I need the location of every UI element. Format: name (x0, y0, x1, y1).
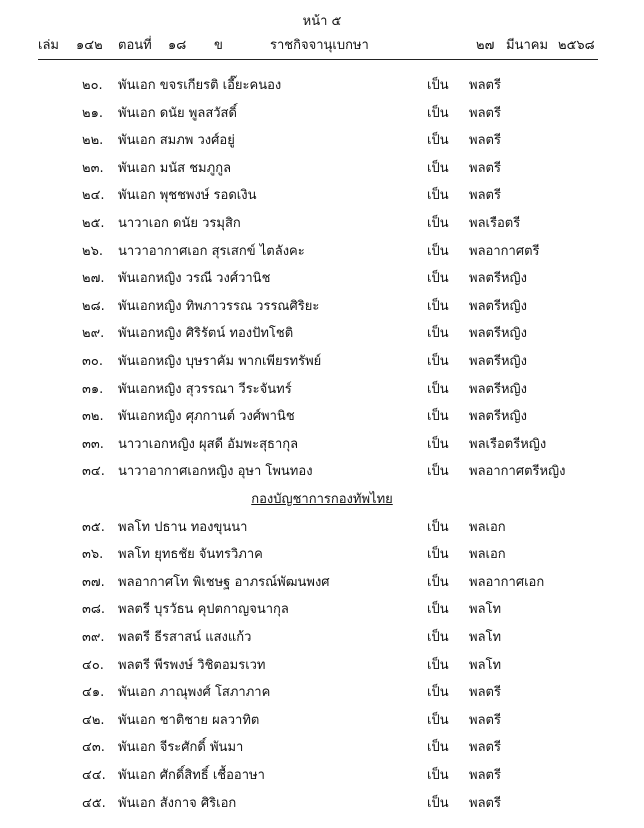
entry-name: พันเอกหญิง ศิริรัตน์ ทองปัทโชติ (118, 326, 294, 342)
entry-rank: พลตรี (469, 795, 501, 811)
list-item (0, 74, 644, 98)
entry-num: ๓๔. (82, 464, 105, 480)
page-number: หน้า ๕ (302, 14, 342, 29)
entry-name: นาวาเอก ดนัย วรมุสิก (118, 216, 241, 231)
entry-name: พันเอก ชาติชาย ผลวาทิต (118, 712, 260, 728)
issue-number: ๑๘ (168, 38, 187, 53)
entry-becomes: เป็น (427, 519, 449, 535)
entry-rank: พลตรีหญิง (469, 381, 527, 397)
entry-name: นาวาเอกหญิง ผุสดี อัมพะสุธากุล (118, 436, 299, 452)
entry-becomes: เป็น (427, 298, 449, 314)
entry-rank: พลอากาศเอก (469, 574, 545, 590)
entry-rank: พลโท (469, 602, 502, 618)
entry-name: พันเอก พุชชพงษ์ รอดเงิน (118, 188, 257, 204)
entry-becomes: เป็น (427, 243, 449, 259)
entry-becomes: เป็น (427, 574, 449, 590)
entry-becomes: เป็น (427, 216, 449, 231)
entry-rank: พลตรีหญิง (469, 298, 527, 314)
entry-name: พลโท ยุทธชัย จันทรวิภาค (118, 547, 263, 563)
publication-name: ราชกิจจานุเบกษา (270, 38, 369, 53)
entry-rank: พลเอก (469, 547, 506, 563)
entry-rank: พลเรือตรี (469, 216, 521, 231)
list-item (0, 598, 644, 622)
entry-becomes: เป็น (427, 795, 449, 811)
entry-becomes: เป็น (427, 436, 449, 452)
list-item (0, 378, 644, 402)
entry-num: ๔๕. (82, 795, 106, 811)
section-heading (0, 488, 644, 509)
list-item (0, 516, 644, 540)
entry-becomes: เป็น (427, 685, 449, 701)
list-item (0, 681, 644, 705)
entry-rank: พลตรีหญิง (469, 409, 527, 425)
entry-name: พลอากาศโท พิเชษฐ อาภรณ์พัฒนพงศ (118, 574, 330, 590)
entry-name: พลตรี ธีรสาสน์ แสงแก้ว (118, 630, 252, 645)
entry-rank: พลตรี (469, 78, 501, 93)
list-item (0, 350, 644, 374)
entry-rank: พลอากาศตรีหญิง (469, 464, 566, 480)
entry-becomes: เป็น (427, 630, 449, 645)
entry-num: ๓๓. (82, 436, 104, 452)
list-item (0, 322, 644, 346)
entry-num: ๔๓. (82, 740, 105, 756)
entry-rank: พลตรี (469, 188, 501, 204)
entry-becomes: เป็น (427, 105, 449, 121)
entry-becomes: เป็น (427, 657, 449, 673)
entry-becomes: เป็น (427, 547, 449, 563)
date-day: ๒๗ (476, 38, 495, 53)
entry-rank: พลตรี (469, 105, 501, 121)
entry-name: พันเอก ศักดิ์สิทธิ์ เชื้ออาษา (118, 768, 265, 783)
list-item (0, 736, 644, 760)
date-month: มีนาคม (506, 38, 549, 53)
list-item (0, 543, 644, 567)
entry-name: พันเอก สมภพ วงศ์อยู่ (118, 133, 235, 149)
entry-name: นาวาอากาศเอกหญิง อุษา โพนทอง (118, 464, 313, 480)
entry-num: ๓๗. (82, 574, 105, 590)
entry-becomes: เป็น (427, 740, 449, 756)
entry-name: พันเอกหญิง สุวรรณา วีระจันทร์ (118, 381, 292, 397)
list-item (0, 405, 644, 429)
list-item (0, 212, 644, 236)
volume-number: ๑๔๒ (76, 38, 103, 53)
entry-num: ๓๑. (82, 381, 104, 397)
entry-becomes: เป็น (427, 602, 449, 618)
list-item (0, 433, 644, 457)
entry-num: ๓๕. (82, 519, 105, 535)
entry-rank: พลตรี (469, 160, 501, 176)
entry-rank: พลตรี (469, 685, 501, 701)
list-item (0, 157, 644, 181)
entry-name: พันเอก ภาณุพงศ์ โสภาภาค (118, 685, 271, 701)
list-item (0, 571, 644, 595)
issue-label: ตอนที่ (118, 38, 152, 53)
entry-becomes: เป็น (427, 271, 449, 287)
list-item (0, 267, 644, 291)
list-item (0, 626, 644, 650)
entry-rank: พลตรี (469, 768, 501, 783)
entry-name: พันเอกหญิง บุษราคัม พากเพียรทรัพย์ (118, 354, 322, 369)
section-heading-text: กองบัญชาการกองทัพไทย (251, 492, 393, 507)
entry-num: ๒๖. (82, 243, 103, 259)
entry-num: ๓๘. (82, 602, 106, 618)
entry-rank: พลตรี (469, 740, 501, 756)
entry-name: พันเอกหญิง วรณี วงศ์วานิช (118, 271, 271, 287)
list-item (0, 295, 644, 319)
entry-num: ๔๔. (82, 768, 106, 783)
header-rule (38, 59, 598, 60)
date-year: ๒๕๖๘ (558, 38, 595, 53)
entry-becomes: เป็น (427, 464, 449, 480)
entry-rank: พลอากาศตรี (469, 243, 540, 259)
list-item (0, 102, 644, 126)
entry-rank: พลตรีหญิง (469, 354, 527, 369)
gazette-header (0, 34, 644, 56)
entry-becomes: เป็น (427, 768, 449, 783)
entry-num: ๓๖. (82, 547, 104, 563)
entry-name: พันเอก มนัส ชมภูกูล (118, 160, 232, 176)
entry-num: ๓๙. (82, 630, 105, 645)
entry-num: ๒๓. (82, 160, 104, 176)
entry-num: ๒๔. (82, 188, 105, 204)
entry-name: พลตรี พีรพงษ์ วิชิตอมรเวท (118, 657, 266, 673)
entry-rank: พลโท (469, 630, 502, 645)
entry-name: พลโท ปธาน ทองขุนนา (118, 519, 248, 535)
entry-rank: พลเรือตรีหญิง (469, 436, 547, 452)
entry-name: พันเอก ขจรเกียรติ เอี๊ยะคนอง (118, 78, 282, 93)
list-item (0, 654, 644, 678)
entry-name: นาวาอากาศเอก สุรเสกข์ ไตลังคะ (118, 243, 305, 259)
entry-rank: พลตรีหญิง (469, 271, 527, 287)
section-letter: ข (214, 38, 223, 53)
list-item (0, 129, 644, 153)
entry-becomes: เป็น (427, 326, 449, 342)
list-item (0, 460, 644, 484)
entry-num: ๒๒. (82, 133, 104, 149)
list-item (0, 764, 644, 788)
entry-rank: พลตรี (469, 133, 501, 149)
entry-num: ๔๐. (82, 657, 104, 673)
entry-num: ๓๒. (82, 409, 104, 425)
entry-num: ๒๘. (82, 298, 105, 314)
entry-name: พันเอกหญิง ทิพภาวรรณ วรรณศิริยะ (118, 298, 320, 314)
entry-becomes: เป็น (427, 354, 449, 369)
entry-num: ๒๙. (82, 326, 105, 342)
list-item (0, 709, 644, 733)
entry-becomes: เป็น (427, 78, 449, 93)
entry-rank: พลโท (469, 657, 502, 673)
entry-rank: พลเอก (469, 519, 506, 535)
entry-name: พันเอกหญิง ศุภกานต์ วงศ์พานิช (118, 409, 295, 425)
entry-rank: พลตรีหญิง (469, 326, 527, 342)
entry-becomes: เป็น (427, 188, 449, 204)
entry-rank: พลตรี (469, 712, 501, 728)
entry-num: ๒๕. (82, 216, 105, 231)
entry-becomes: เป็น (427, 133, 449, 149)
entry-becomes: เป็น (427, 409, 449, 425)
entry-num: ๔๒. (82, 712, 105, 728)
list-item (0, 240, 644, 264)
entry-becomes: เป็น (427, 381, 449, 397)
volume-label: เล่ม (38, 38, 59, 53)
entry-num: ๒๗. (82, 271, 105, 287)
entry-num: ๒๐. (82, 78, 103, 93)
entry-name: พันเอก จีระศักดิ์ พันมา (118, 740, 244, 756)
entry-name: พลตรี บุรวัธน คุปตกาญจนากุล (118, 602, 289, 618)
entry-num: ๔๑. (82, 685, 105, 701)
entry-becomes: เป็น (427, 160, 449, 176)
entry-name: พันเอก สังกาจ ศิริเอก (118, 795, 237, 811)
list-item (0, 184, 644, 208)
entry-becomes: เป็น (427, 712, 449, 728)
entry-num: ๓๐. (82, 354, 103, 369)
entry-name: พันเอก ดนัย พูลสวัสดิ์ (118, 105, 237, 121)
entry-num: ๒๑. (82, 105, 103, 121)
list-item (0, 792, 644, 816)
